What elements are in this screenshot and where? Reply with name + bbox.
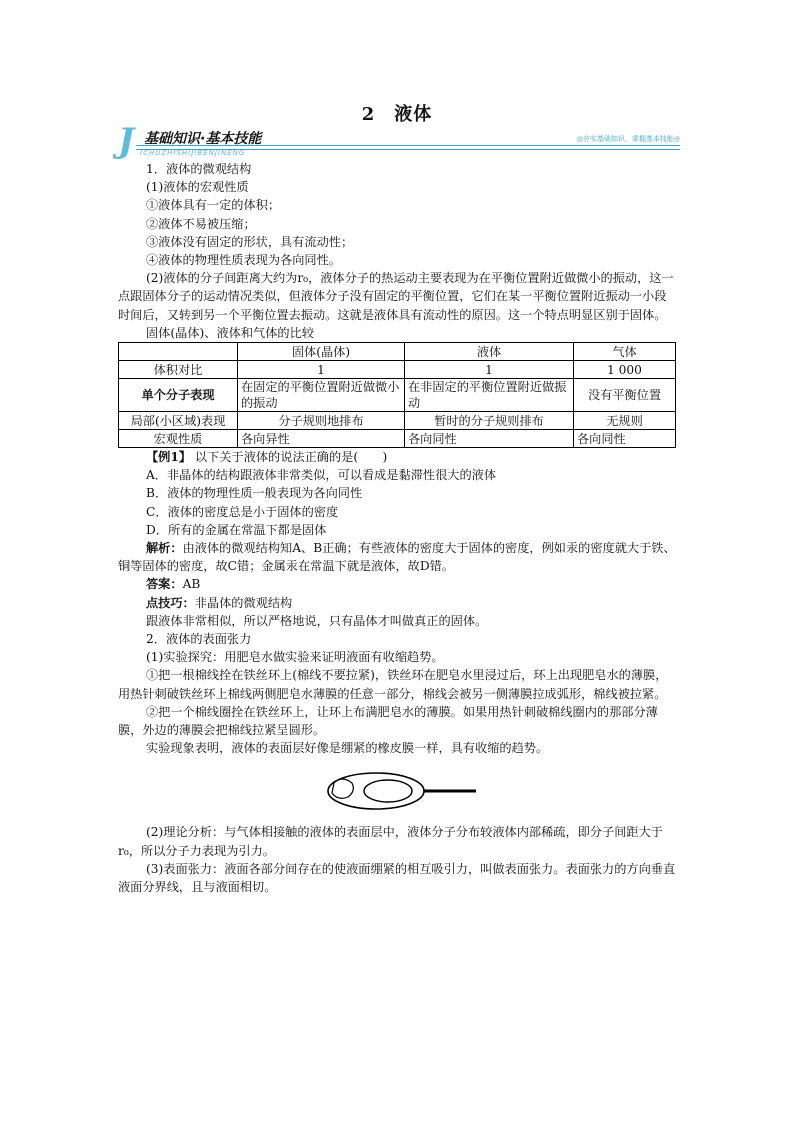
tip-text: 跟液体非常相似，所以严格地说，只有晶体才叫做真正的固体。 — [146, 613, 488, 628]
answer-text: AB — [182, 577, 201, 592]
subheading: (1)实验探究：用肥皂水做实验来证明液面有收缩趋势。 — [146, 650, 444, 665]
table-row — [119, 361, 676, 379]
table-cell: 体积对比 — [119, 361, 238, 379]
paragraph: ①把一根棉线拴在铁丝环上(棉线不要拉紧)，铁丝环在肥皂水里浸过后，环上出现肥皂水的薄膜，用热针刺破铁丝环上棉线两侧肥皂水薄膜的任意一部分，棉线会被另一侧薄膜拉成弧形，棉线被拉紧。 — [118, 668, 668, 701]
table-cell: 各向异性 — [238, 430, 405, 448]
tip-title: 非晶体的微观结构 — [194, 595, 293, 610]
option-d: D．所有的金属在常温下都是固体 — [146, 522, 327, 537]
table-cell: 1 — [405, 361, 574, 379]
option-a: A．非晶体的结构跟液体非常类似，可以看成是黏滞性很大的液体 — [146, 468, 497, 483]
table-header-row — [119, 343, 676, 361]
table-header-cell — [119, 343, 238, 361]
analysis — [118, 539, 676, 575]
table-header-cell: 气体 — [574, 343, 676, 361]
section-heading: 2．液体的表面张力 — [146, 632, 252, 647]
paragraph: ②把一个棉线圈拴在铁丝环上，让环上布满肥皂水的薄膜。如果用热针刺破棉线圈内的那部分薄膜，外边的薄膜会把棉线拉紧呈圆形。 — [118, 704, 658, 738]
table-cell: 局部(小区域)表现 — [119, 412, 238, 430]
table-cell: 没有平衡位置 — [574, 379, 676, 412]
list-item: ①液体具有一定的体积； — [146, 198, 281, 213]
paragraph: (2)液体的分子间距离大约为r₀，液体分子的热运动主要表现为在平衡位置附近做微小的振动，这一点跟固体分子的运动情况类似，但液体分子没有固定的平衡位置，它们在某一平衡位置附近振动一小段时间后，又转到另一个平衡位置去振动。这就是液体具有流动性的原因。这一个特点明显区别于固体。 — [118, 271, 674, 322]
banner-letter: J — [118, 121, 135, 161]
example-question-text: 以下关于液体的说法正确的是( ) — [194, 450, 388, 465]
tip-label: 点技巧： — [146, 595, 195, 610]
table-row — [119, 379, 676, 412]
answer-label: 答案： — [146, 577, 183, 592]
table-cell: 单个分子表现 — [119, 379, 238, 412]
option-b: B．液体的物理性质一般表现为各向同性 — [146, 486, 363, 501]
banner-heading: 基础知识·基本技能 — [144, 131, 262, 147]
table-row — [119, 412, 676, 430]
wire-ring-diagram — [318, 761, 478, 821]
example-question — [118, 448, 676, 466]
tip — [118, 594, 676, 612]
analysis-label: 解析： — [146, 541, 183, 556]
table-row — [119, 430, 676, 448]
table-cell: 1 — [238, 361, 405, 379]
main-content — [118, 160, 676, 896]
option-c: C．液体的密度总是小于固体的密度 — [146, 504, 339, 519]
table-header-cell: 固体(晶体) — [238, 343, 405, 361]
table-cell: 分子规则地排布 — [238, 412, 405, 430]
table-cell: 无规则 — [574, 412, 676, 430]
table-cell: 1 000 — [574, 361, 676, 379]
cotton-loop — [364, 780, 412, 802]
banner-motto: ◎夯实基础知识，掌握基本技能◎ — [576, 135, 680, 143]
list-item: ④液体的物理性质表现为各向同性。 — [146, 253, 341, 268]
list-item: ②液体不易被压缩； — [146, 216, 256, 231]
subheading: (1)液体的宏观性质 — [146, 180, 249, 195]
answer — [118, 575, 676, 593]
paragraph: 实验现象表明，液体的表面层好像是绷紧的橡皮膜一样，具有收缩的趋势。 — [146, 741, 549, 756]
paragraph: (2)理论分析：与气体相接触的液体的表面层中，液体分子分布较液体内部稀疏，即分子间距大于r₀，所以分子力表现为引力。 — [118, 825, 663, 858]
page-title: 2 液体 — [361, 104, 433, 125]
table-cell: 在非固定的平衡位置附近做振动 — [405, 379, 574, 412]
table-cell: 在固定的平衡位置附近做微小的振动 — [238, 379, 405, 412]
table-cell: 各向同性 — [574, 430, 676, 448]
list-item: ③液体没有固定的形状，具有流动性； — [146, 234, 354, 249]
paragraph: (3)表面张力：液面各部分间存在的使液面绷紧的相互吸引力，叫做表面张力。表面张力的方向垂直液面分界线，且与液面相切。 — [118, 861, 676, 895]
table-caption: 固体(晶体)、液体和气体的比较 — [146, 325, 314, 340]
table-header-cell: 液体 — [405, 343, 574, 361]
section-heading: 1．液体的微观结构 — [146, 162, 252, 176]
analysis-text: 由液体的微观结构知A、B正确；有些液体的密度大于固体的密度，例如汞的密度就大于铁、铜等固体的密度，故C错；金属汞在常温下就是液体，故D错。 — [118, 541, 676, 574]
table-cell: 暂时的分子规则排布 — [405, 412, 574, 430]
example-label: 【例1】 — [146, 450, 192, 465]
soap-film-figure — [118, 757, 676, 823]
table-cell: 各向同性 — [405, 430, 574, 448]
banner-pinyin: ICHUZHISHIJIBENJINENG — [140, 149, 246, 157]
section-banner — [118, 121, 680, 161]
table-cell: 宏观性质 — [119, 430, 238, 448]
film-segment — [332, 779, 353, 798]
comparison-table — [118, 342, 676, 448]
